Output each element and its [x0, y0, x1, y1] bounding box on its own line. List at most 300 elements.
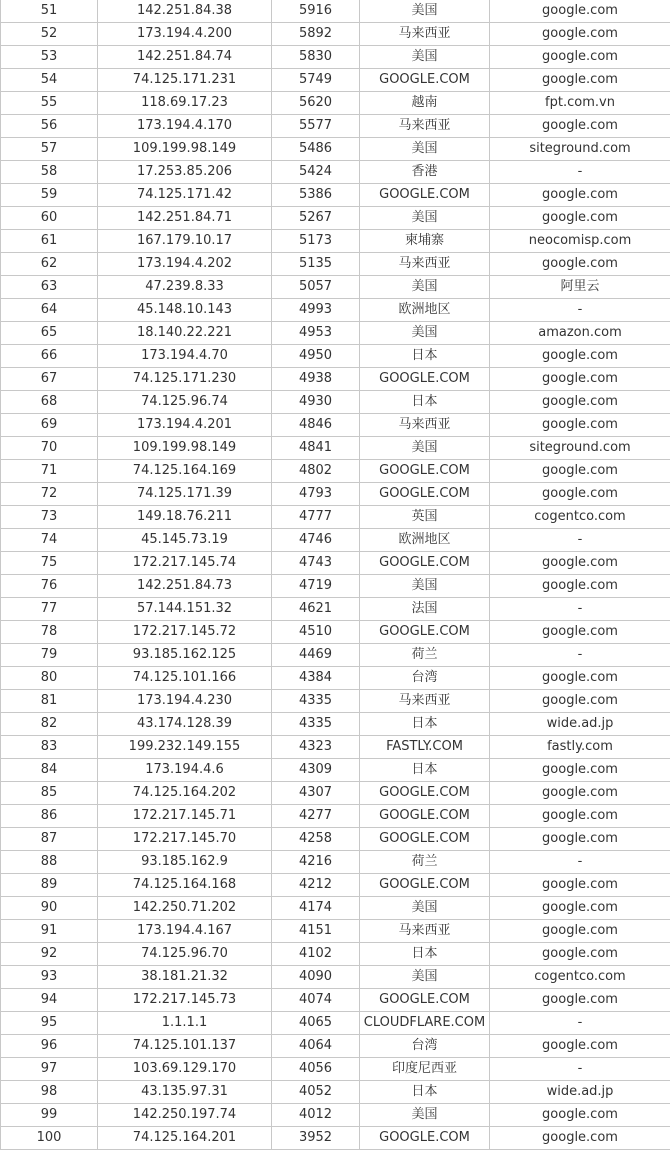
organization-cell: amazon.com: [490, 322, 670, 345]
ip-address-cell: 74.125.101.137: [98, 1035, 272, 1058]
ip-address-cell: 74.125.171.231: [98, 69, 272, 92]
region-cell: 荷兰: [360, 851, 490, 874]
region-cell: 日本: [360, 391, 490, 414]
organization-cell: google.com: [490, 805, 670, 828]
table-row: [1, 184, 670, 207]
region-cell: 美国: [360, 897, 490, 920]
count-cell: 4510: [272, 621, 360, 644]
rank-cell: 56: [1, 115, 98, 138]
count-cell: 5267: [272, 207, 360, 230]
region-cell: GOOGLE.COM: [360, 1127, 490, 1150]
count-cell: 5173: [272, 230, 360, 253]
table-row: [1, 667, 670, 690]
rank-cell: 62: [1, 253, 98, 276]
rank-cell: 89: [1, 874, 98, 897]
region-cell: 荷兰: [360, 644, 490, 667]
rank-cell: 88: [1, 851, 98, 874]
rank-cell: 73: [1, 506, 98, 529]
count-cell: 4621: [272, 598, 360, 621]
rank-cell: 86: [1, 805, 98, 828]
organization-cell: google.com: [490, 828, 670, 851]
organization-cell: google.com: [490, 368, 670, 391]
organization-cell: siteground.com: [490, 138, 670, 161]
count-cell: 4950: [272, 345, 360, 368]
organization-cell: wide.ad.jp: [490, 713, 670, 736]
rank-cell: 61: [1, 230, 98, 253]
organization-cell: -: [490, 644, 670, 667]
count-cell: 5057: [272, 276, 360, 299]
region-cell: GOOGLE.COM: [360, 460, 490, 483]
table-row: [1, 851, 670, 874]
organization-cell: google.com: [490, 1104, 670, 1127]
ip-address-cell: 74.125.171.39: [98, 483, 272, 506]
organization-cell: google.com: [490, 989, 670, 1012]
region-cell: 美国: [360, 207, 490, 230]
region-cell: 马来西亚: [360, 23, 490, 46]
rank-cell: 64: [1, 299, 98, 322]
ip-address-cell: 142.251.84.71: [98, 207, 272, 230]
count-cell: 5830: [272, 46, 360, 69]
rank-cell: 70: [1, 437, 98, 460]
ip-address-cell: 172.217.145.70: [98, 828, 272, 851]
ip-address-cell: 172.217.145.72: [98, 621, 272, 644]
region-cell: 美国: [360, 575, 490, 598]
count-cell: 4052: [272, 1081, 360, 1104]
count-cell: 4846: [272, 414, 360, 437]
ip-address-cell: 173.194.4.230: [98, 690, 272, 713]
rank-cell: 77: [1, 598, 98, 621]
region-cell: CLOUDFLARE.COM: [360, 1012, 490, 1035]
count-cell: 4993: [272, 299, 360, 322]
region-cell: 香港: [360, 161, 490, 184]
rank-cell: 74: [1, 529, 98, 552]
region-cell: 马来西亚: [360, 920, 490, 943]
rank-cell: 58: [1, 161, 98, 184]
table-row: [1, 138, 670, 161]
ip-address-cell: 38.181.21.32: [98, 966, 272, 989]
rank-cell: 54: [1, 69, 98, 92]
count-cell: 4746: [272, 529, 360, 552]
count-cell: 5892: [272, 23, 360, 46]
organization-cell: -: [490, 1058, 670, 1081]
table-row: [1, 874, 670, 897]
ip-address-cell: 43.135.97.31: [98, 1081, 272, 1104]
region-cell: GOOGLE.COM: [360, 989, 490, 1012]
table-row: [1, 1104, 670, 1127]
rank-cell: 76: [1, 575, 98, 598]
table-row: [1, 828, 670, 851]
organization-cell: google.com: [490, 575, 670, 598]
count-cell: 4930: [272, 391, 360, 414]
rank-cell: 69: [1, 414, 98, 437]
table-row: [1, 161, 670, 184]
table-row: [1, 345, 670, 368]
ip-address-cell: 173.194.4.201: [98, 414, 272, 437]
ip-address-cell: 173.194.4.167: [98, 920, 272, 943]
table-row: [1, 69, 670, 92]
rank-cell: 63: [1, 276, 98, 299]
region-cell: GOOGLE.COM: [360, 368, 490, 391]
count-cell: 4216: [272, 851, 360, 874]
organization-cell: google.com: [490, 690, 670, 713]
region-cell: 美国: [360, 0, 490, 23]
count-cell: 4743: [272, 552, 360, 575]
count-cell: 4064: [272, 1035, 360, 1058]
ip-address-cell: 1.1.1.1: [98, 1012, 272, 1035]
ip-address-cell: 45.145.73.19: [98, 529, 272, 552]
table-row: [1, 552, 670, 575]
organization-cell: google.com: [490, 1035, 670, 1058]
organization-cell: cogentco.com: [490, 506, 670, 529]
table-row: [1, 506, 670, 529]
table-row: [1, 736, 670, 759]
count-cell: 5577: [272, 115, 360, 138]
organization-cell: -: [490, 529, 670, 552]
ip-address-cell: 173.194.4.200: [98, 23, 272, 46]
organization-cell: google.com: [490, 46, 670, 69]
rank-cell: 59: [1, 184, 98, 207]
ip-address-cell: 74.125.164.168: [98, 874, 272, 897]
ip-address-cell: 109.199.98.149: [98, 437, 272, 460]
organization-cell: fastly.com: [490, 736, 670, 759]
organization-cell: google.com: [490, 943, 670, 966]
ip-address-cell: 172.217.145.71: [98, 805, 272, 828]
count-cell: 4074: [272, 989, 360, 1012]
count-cell: 4277: [272, 805, 360, 828]
ip-address-cell: 172.217.145.74: [98, 552, 272, 575]
table-row: [1, 414, 670, 437]
ip-address-cell: 173.194.4.6: [98, 759, 272, 782]
ip-address-cell: 93.185.162.125: [98, 644, 272, 667]
organization-cell: google.com: [490, 897, 670, 920]
table-row: [1, 1081, 670, 1104]
table-row: [1, 0, 670, 23]
count-cell: 4802: [272, 460, 360, 483]
count-cell: 5386: [272, 184, 360, 207]
table-row: [1, 598, 670, 621]
count-cell: 4793: [272, 483, 360, 506]
organization-cell: google.com: [490, 207, 670, 230]
table-row: [1, 207, 670, 230]
rank-cell: 75: [1, 552, 98, 575]
ip-address-cell: 173.194.4.70: [98, 345, 272, 368]
rank-cell: 71: [1, 460, 98, 483]
region-cell: 美国: [360, 46, 490, 69]
organization-cell: -: [490, 161, 670, 184]
table-row: [1, 1035, 670, 1058]
table-row: [1, 253, 670, 276]
organization-cell: google.com: [490, 391, 670, 414]
table-row: [1, 897, 670, 920]
table-row: [1, 391, 670, 414]
organization-cell: google.com: [490, 782, 670, 805]
region-cell: 印度尼西亚: [360, 1058, 490, 1081]
count-cell: 4469: [272, 644, 360, 667]
table-row: [1, 299, 670, 322]
table-row: [1, 483, 670, 506]
table-row: [1, 943, 670, 966]
organization-cell: google.com: [490, 460, 670, 483]
rank-cell: 95: [1, 1012, 98, 1035]
ip-address-cell: 167.179.10.17: [98, 230, 272, 253]
count-cell: 4174: [272, 897, 360, 920]
rank-cell: 72: [1, 483, 98, 506]
count-cell: 5749: [272, 69, 360, 92]
count-cell: 4384: [272, 667, 360, 690]
region-cell: GOOGLE.COM: [360, 184, 490, 207]
organization-cell: fpt.com.vn: [490, 92, 670, 115]
ip-address-cell: 199.232.149.155: [98, 736, 272, 759]
count-cell: 4335: [272, 690, 360, 713]
count-cell: 4938: [272, 368, 360, 391]
ip-address-cell: 43.174.128.39: [98, 713, 272, 736]
rank-cell: 67: [1, 368, 98, 391]
count-cell: 4323: [272, 736, 360, 759]
organization-cell: -: [490, 1012, 670, 1035]
rank-cell: 98: [1, 1081, 98, 1104]
organization-cell: google.com: [490, 69, 670, 92]
region-cell: 美国: [360, 138, 490, 161]
region-cell: 台湾: [360, 1035, 490, 1058]
count-cell: 3952: [272, 1127, 360, 1150]
organization-cell: siteground.com: [490, 437, 670, 460]
organization-cell: google.com: [490, 552, 670, 575]
table-row: [1, 966, 670, 989]
rank-cell: 81: [1, 690, 98, 713]
organization-cell: google.com: [490, 874, 670, 897]
region-cell: 马来西亚: [360, 115, 490, 138]
rank-cell: 60: [1, 207, 98, 230]
count-cell: 4309: [272, 759, 360, 782]
region-cell: GOOGLE.COM: [360, 621, 490, 644]
ip-address-cell: 57.144.151.32: [98, 598, 272, 621]
organization-cell: wide.ad.jp: [490, 1081, 670, 1104]
rank-cell: 100: [1, 1127, 98, 1150]
region-cell: 日本: [360, 713, 490, 736]
table-row: [1, 23, 670, 46]
region-cell: 台湾: [360, 667, 490, 690]
organization-cell: google.com: [490, 667, 670, 690]
ip-address-cell: 74.125.164.202: [98, 782, 272, 805]
rank-cell: 94: [1, 989, 98, 1012]
ip-address-cell: 142.250.71.202: [98, 897, 272, 920]
count-cell: 5916: [272, 0, 360, 23]
table-row: [1, 115, 670, 138]
table-row: [1, 782, 670, 805]
count-cell: 4307: [272, 782, 360, 805]
rank-cell: 99: [1, 1104, 98, 1127]
region-cell: GOOGLE.COM: [360, 69, 490, 92]
rank-cell: 83: [1, 736, 98, 759]
count-cell: 4212: [272, 874, 360, 897]
ip-address-cell: 45.148.10.143: [98, 299, 272, 322]
count-cell: 4065: [272, 1012, 360, 1035]
region-cell: 美国: [360, 276, 490, 299]
rank-cell: 78: [1, 621, 98, 644]
count-cell: 4056: [272, 1058, 360, 1081]
table-row: [1, 1012, 670, 1035]
count-cell: 4719: [272, 575, 360, 598]
ip-address-cell: 18.140.22.221: [98, 322, 272, 345]
table-row: [1, 460, 670, 483]
region-cell: 英国: [360, 506, 490, 529]
region-cell: 美国: [360, 437, 490, 460]
region-cell: 日本: [360, 1081, 490, 1104]
region-cell: 日本: [360, 759, 490, 782]
count-cell: 4777: [272, 506, 360, 529]
region-cell: 马来西亚: [360, 253, 490, 276]
ip-address-cell: 74.125.96.74: [98, 391, 272, 414]
table-row: [1, 920, 670, 943]
rank-cell: 90: [1, 897, 98, 920]
table-row: [1, 529, 670, 552]
region-cell: GOOGLE.COM: [360, 483, 490, 506]
region-cell: 欧洲地区: [360, 529, 490, 552]
organization-cell: google.com: [490, 0, 670, 23]
region-cell: 法国: [360, 598, 490, 621]
region-cell: GOOGLE.COM: [360, 828, 490, 851]
rank-cell: 57: [1, 138, 98, 161]
ip-address-cell: 118.69.17.23: [98, 92, 272, 115]
region-cell: GOOGLE.COM: [360, 552, 490, 575]
region-cell: 越南: [360, 92, 490, 115]
rank-cell: 91: [1, 920, 98, 943]
organization-cell: -: [490, 299, 670, 322]
region-cell: GOOGLE.COM: [360, 805, 490, 828]
organization-cell: 阿里云: [490, 276, 670, 299]
count-cell: 4335: [272, 713, 360, 736]
organization-cell: google.com: [490, 115, 670, 138]
ip-address-cell: 74.125.96.70: [98, 943, 272, 966]
ip-address-cell: 47.239.8.33: [98, 276, 272, 299]
count-cell: 4258: [272, 828, 360, 851]
table-row: [1, 575, 670, 598]
ip-address-cell: 149.18.76.211: [98, 506, 272, 529]
region-cell: 欧洲地区: [360, 299, 490, 322]
table-row: [1, 759, 670, 782]
table-row: [1, 46, 670, 69]
organization-cell: google.com: [490, 345, 670, 368]
ip-address-cell: 74.125.164.169: [98, 460, 272, 483]
region-cell: 柬埔寨: [360, 230, 490, 253]
region-cell: 美国: [360, 322, 490, 345]
rank-cell: 52: [1, 23, 98, 46]
region-cell: 日本: [360, 345, 490, 368]
region-cell: FASTLY.COM: [360, 736, 490, 759]
organization-cell: -: [490, 851, 670, 874]
region-cell: GOOGLE.COM: [360, 782, 490, 805]
ip-address-cell: 173.194.4.202: [98, 253, 272, 276]
ip-address-cell: 74.125.171.42: [98, 184, 272, 207]
table-row: [1, 1127, 670, 1150]
rank-cell: 51: [1, 0, 98, 23]
table-row: [1, 805, 670, 828]
region-cell: 美国: [360, 966, 490, 989]
rank-cell: 82: [1, 713, 98, 736]
count-cell: 5486: [272, 138, 360, 161]
organization-cell: google.com: [490, 759, 670, 782]
rank-cell: 87: [1, 828, 98, 851]
ip-address-cell: 172.217.145.73: [98, 989, 272, 1012]
region-cell: 美国: [360, 1104, 490, 1127]
count-cell: 4151: [272, 920, 360, 943]
count-cell: 4953: [272, 322, 360, 345]
organization-cell: google.com: [490, 23, 670, 46]
organization-cell: google.com: [490, 621, 670, 644]
table-row: [1, 621, 670, 644]
table-row: [1, 690, 670, 713]
ip-address-cell: 142.251.84.74: [98, 46, 272, 69]
rank-cell: 80: [1, 667, 98, 690]
rank-cell: 68: [1, 391, 98, 414]
count-cell: 5424: [272, 161, 360, 184]
rank-cell: 55: [1, 92, 98, 115]
table-row: [1, 322, 670, 345]
count-cell: 4090: [272, 966, 360, 989]
organization-cell: google.com: [490, 414, 670, 437]
ip-address-cell: 74.125.171.230: [98, 368, 272, 391]
table-row: [1, 644, 670, 667]
rank-cell: 79: [1, 644, 98, 667]
rank-cell: 85: [1, 782, 98, 805]
rank-cell: 65: [1, 322, 98, 345]
table-row: [1, 92, 670, 115]
rank-cell: 53: [1, 46, 98, 69]
count-cell: 4841: [272, 437, 360, 460]
region-cell: 马来西亚: [360, 414, 490, 437]
rank-cell: 84: [1, 759, 98, 782]
ip-address-cell: 142.250.197.74: [98, 1104, 272, 1127]
organization-cell: google.com: [490, 483, 670, 506]
rank-cell: 96: [1, 1035, 98, 1058]
rank-cell: 66: [1, 345, 98, 368]
table-row: [1, 1058, 670, 1081]
table-row: [1, 368, 670, 391]
organization-cell: neocomisp.com: [490, 230, 670, 253]
region-cell: 日本: [360, 943, 490, 966]
organization-cell: google.com: [490, 1127, 670, 1150]
rank-cell: 93: [1, 966, 98, 989]
organization-cell: cogentco.com: [490, 966, 670, 989]
count-cell: 4102: [272, 943, 360, 966]
table-row: [1, 437, 670, 460]
ip-address-cell: 142.251.84.38: [98, 0, 272, 23]
count-cell: 5620: [272, 92, 360, 115]
ip-address-cell: 103.69.129.170: [98, 1058, 272, 1081]
rank-cell: 97: [1, 1058, 98, 1081]
ip-address-cell: 173.194.4.170: [98, 115, 272, 138]
count-cell: 4012: [272, 1104, 360, 1127]
table-row: [1, 713, 670, 736]
ip-address-cell: 74.125.101.166: [98, 667, 272, 690]
ip-address-cell: 17.253.85.206: [98, 161, 272, 184]
ip-address-cell: 109.199.98.149: [98, 138, 272, 161]
ip-address-cell: 93.185.162.9: [98, 851, 272, 874]
table-body: [1, 0, 670, 1150]
table-row: [1, 989, 670, 1012]
region-cell: GOOGLE.COM: [360, 874, 490, 897]
ip-address-cell: 74.125.164.201: [98, 1127, 272, 1150]
count-cell: 5135: [272, 253, 360, 276]
organization-cell: google.com: [490, 184, 670, 207]
organization-cell: -: [490, 598, 670, 621]
region-cell: 马来西亚: [360, 690, 490, 713]
ip-address-cell: 142.251.84.73: [98, 575, 272, 598]
organization-cell: google.com: [490, 253, 670, 276]
rank-cell: 92: [1, 943, 98, 966]
table-row: [1, 230, 670, 253]
organization-cell: google.com: [490, 920, 670, 943]
